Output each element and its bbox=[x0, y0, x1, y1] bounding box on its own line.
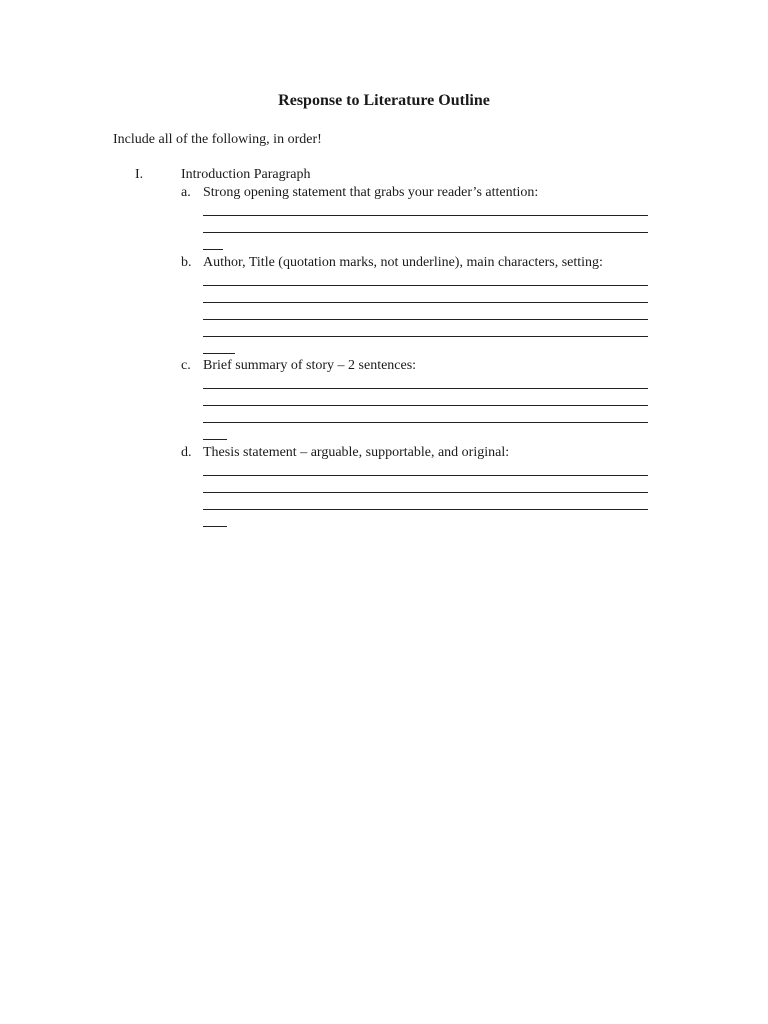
answer-line-end bbox=[203, 249, 223, 250]
answer-line[interactable] bbox=[203, 405, 648, 406]
instruction-text: Include all of the following, in order! bbox=[113, 132, 322, 147]
item-letter: c. bbox=[181, 358, 191, 373]
answer-line[interactable] bbox=[203, 422, 648, 423]
item-letter: a. bbox=[181, 185, 191, 200]
answer-line[interactable] bbox=[203, 492, 648, 493]
answer-line[interactable] bbox=[203, 232, 648, 233]
answer-line-end bbox=[203, 526, 227, 527]
item-prompt: Thesis statement – arguable, supportable, and original: bbox=[203, 445, 510, 460]
answer-line[interactable] bbox=[203, 319, 648, 320]
answer-line[interactable] bbox=[203, 509, 648, 510]
item-letter: d. bbox=[181, 445, 192, 460]
answer-line-end bbox=[203, 353, 235, 354]
item-prompt: Brief summary of story – 2 sentences: bbox=[203, 358, 417, 373]
item-prompt: Author, Title (quotation marks, not underline), main characters, setting: bbox=[203, 255, 603, 270]
answer-line-end bbox=[203, 439, 227, 440]
item-prompt: Strong opening statement that grabs your reader’s attention: bbox=[203, 185, 539, 200]
answer-line[interactable] bbox=[203, 336, 648, 337]
answer-line[interactable] bbox=[203, 302, 648, 303]
section-numeral: I. bbox=[135, 167, 144, 182]
answer-line[interactable] bbox=[203, 388, 648, 389]
answer-line[interactable] bbox=[203, 475, 648, 476]
section-heading: Introduction Paragraph bbox=[181, 167, 311, 182]
item-letter: b. bbox=[181, 255, 192, 270]
answer-line[interactable] bbox=[203, 215, 648, 216]
answer-line[interactable] bbox=[203, 285, 648, 286]
document-title: Response to Literature Outline bbox=[278, 92, 490, 109]
